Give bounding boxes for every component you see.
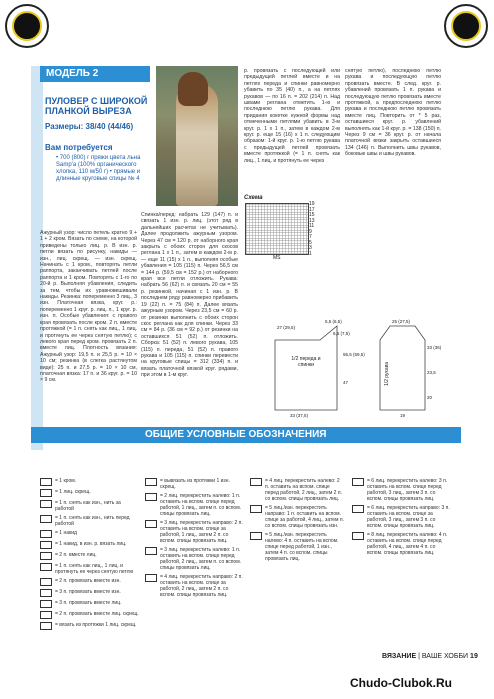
pattern-schematic [265,318,445,438]
row-number: 17 [309,206,315,213]
instructions-col-1: Ажурный узор: число петель кратно 9 + 1 + 2 кром. Вязать по схеме, на которой приведены только лиц. р. В изн. р. петли вязать по рисунку, накиды — изн., лиц. скрещ. — изн. скрещ. Начинать с 1 кром., повторять петли раппорта, заканчивать петлей после раппорта и 1 кром. Повторять с 1-го по 20-й р. Выполняя убавления, следить за тем, чтобы их уравновешивали накиды. Резинка: попеременно 3 лиц., 3 изн. Платочная вязка, круг. р.: попеременно 1 круг. р. лиц. п., 1 круг. р. изн. п. Особые убавления: с правого края провязать после кром. 2 п. вместе протяжкой (= 1 п. снять как лиц., 1 лиц. и протянуть ее через снятую петлю); с левого края перед кром. провязать 2 п. вместе лиц. Плотность вязания: Ажурный узор: 19,5 п. и 25,5 р. = 10 × 10 см; резинка (в слегка растянутом виде): 25 п. и 27,5 р. = 10 × 10 см, платочная вязка: 17 п. и 36 круг. р. = 10 × 9 см. [40,230,137,384]
stitch-symbol [40,530,52,538]
stitch-symbol [250,532,262,540]
legend-item: = 5 лиц./изн. перекрестить направо: 1 п. оставить на вспом. спице за работой, 4 лиц., затем п. со вспом. спицы провязать изн. [250,505,345,529]
stitch-symbol [40,563,52,571]
measure-sleeve-bottom: 19 [400,413,406,418]
chart-row-numbers [309,202,315,257]
instructions-col-4: снятую петлю), последнюю петлю рукава и последующую петлю провязать вместе. В след. круг. р. убавлений провязать 1 п. рукава и последующую петлю провязать вместе протяжкой, а предпоследнюю петлю рукава и последнюю петлю провязать вместе лиц. Повторить от * 5 раз, оставшиеся круг. р. убавлений выполнять как 1-й круг. р. = 138 (150) п. Через 9 см = 36 круг. р. от начала платочной вязки закрыть оставшиеся 134 (146) п. Выполнить швы рукавов, боковые швы и швы рукавов. [345,68,441,158]
measure-sleeve-mid: 23,5 [427,370,436,375]
stitch-symbol [352,532,364,540]
stitch-symbol [40,541,52,549]
row-number: 7 [309,234,312,240]
stitch-symbol [352,478,364,486]
hair-shape [178,72,208,106]
measure-width-top: 27 (29,5) [277,325,296,330]
legend-item: = 6 лиц. перекрестить направо: 3 п. оставить на вспом. спице за работой, 3 лиц., затем 3 п. со вспом. спицы провязать лиц. [352,505,452,529]
stitch-symbol [40,500,52,508]
stitch-symbol [145,574,157,582]
materials-list: • 700 (800) г пряжи цвета льна Samp'a (100% органического хлопка, 110 м/50 г) • прямые и длинные круговые спицы № 4 [56,155,141,182]
stitch-symbol [40,622,52,630]
legend-item: = 2 лиц. перекрестить налево: 1 п. оставить на вспом. спице перед работой, 1 лиц., затем п. со вспом. спицы провязать лиц. [145,493,245,517]
measure-neck: 5,5 (6,5) [325,319,342,324]
row-number: 3 [309,245,312,251]
legend-item: = 3 п. провязать вместе лиц. [40,600,140,608]
legend-item: = 1 п. снять как изн., нить перед работой [40,515,140,527]
row-number: 13 [309,217,315,224]
stitch-symbol [40,489,52,497]
schema-label: Схема [244,195,263,201]
stitch-symbol [40,600,52,608]
row-number: 9 [309,228,312,235]
stitch-symbol [40,589,52,597]
stitch-symbol [40,478,52,486]
legend-item: = вязать из протяжки 1 лиц. скрещ. [40,622,140,630]
watermark-logo [12,11,42,41]
stitch-symbol [250,478,262,486]
pattern-title: ПУЛОВЕР С ШИРОКОЙ ПЛАНКОЙ ВЫРЕЗА [45,96,148,116]
measure-sleeve-len: 33 (36) [427,345,442,350]
legend-item: = 6 лиц. перекрестить налево: 3 п. оставить на вспом. спице перед работой, 3 лиц., затем 3 п. со вспом. спицы провязать лиц. [352,478,452,502]
front-back-piece [275,326,337,410]
legend-item: = 1 п. снять как лиц., 1 лиц. и протянуть ее через снятую петлю [40,563,140,575]
legend-item: = 2 п. провязать вместе изн. [40,578,140,586]
legend-item: = 2 п. провязать вместе лиц. скрещ. [40,611,140,619]
stitch-symbol [145,520,157,528]
stitch-symbol [352,505,364,513]
measure-raglan: 6,5 (7,5) [333,331,350,336]
legend-column-3 [250,478,345,565]
instructions-col-2: Спинка/перед: набрать 129 (147) п. и связать 1 изн. р. лиц. (этот ряд в дальнейших расчетах не учитывать). Далее продолжить ажурным узором. Через 47 см = 120 р. от наборного края закрыть с обоих сторон для скосов реглана 1 х 1 п., затем в каждом 2-м р. — еще 11 (15) х 1 п., выполняя особые убавления = 105 (115) п. Через 56,5 см = 144 р. (59,5 см = 152 р.) от наборного края все петли отложить. Рукава: набрать 56 (62) п. и связать 20 см = 55 р. резинкой, начиная с 1 изн. р. В последнем ряду равномерно прибавить 19 (22) п. = 75 (84) п. Далее вязать ажурным узором. Через 23,5 см = 60 р. от резинки выполнить с обоих сторон скос реглана как для спинки. Через 33 см = 84 р. (36 см = 92 р.) от резинки на оставшихся 51 (52) п. отложить. Сборка: 51 (52) п. левого рукава, 105 (115) п. переда, 51 (52) п. правого рукава и 105 (115) п. спинки перевести на круговые спицы = 312 (334) п. и вязать платочной вязкой круг. рядами, при этом в 1-м круг. [141,212,238,379]
row-number: 1 [309,250,312,257]
legend-item: = 5 лиц./изн. перекрестить налево: 4 п. оставить на вспом. спице перед работой, 1 изн., затем 4 п. со вспом. спицы провязать лиц. [250,532,345,562]
measure-bottom: 33 (37,5) [290,413,309,418]
measure-sleeve-top: 25 (27,5) [392,319,411,324]
legend-item: = 4 лиц. перекрестить направо: 2 п. оставить на вспом. спице за работой, 2 лиц., затем 2 п. со вспом. спицы провязать лиц. [145,574,245,598]
legend-item: = 8 лиц. перекрестить налево: 4 п. оставить на вспом. спице перед работой, 4 лиц., затем 4 п. со вспом. спицы провязать лиц. [352,532,452,556]
legend-item: = 1 п. снять как изн., нить за работой [40,500,140,512]
sizes-line: Размеры: 38/40 (44/46) [45,122,134,131]
instructions-col-3: р. провязать с последующей или предыдущей петлей вместе и на петлях переда и спинки равномерно убавить по 35 (40) п., а на петлях рукавов — по 16 п. = 202 (214) п. Над швами реглана отметить 1-ю и последнюю петлю рукава. Для придания кокетке нужной формы над отмеченными петлями убавить в 3-м круг. р. 1 х 1 п., затем в каждом 2-м круг. р. еще 15 (16) х 1 п. следующим образом: 1-й круг. р. 1-ю петлю рукава с предыдущей петлей провязать вместе протяжкой (= 1 п. снять как лиц., 1 лиц. и протянуть ее через [244,68,340,164]
stitch-symbol [250,505,262,513]
measure-length: 56,5 (59,5) [343,352,365,357]
page-number: 19 [470,653,478,660]
stitch-symbol [145,493,157,501]
legend-item: = 4 лиц. перекрестить налево: 2 п. оставить на вспом. спице перед работой, 2 лиц., затем 2 п. со вспом. спицы провязать лиц. [250,478,345,502]
measure-cuff: 20 [427,395,433,400]
row-number: 5 [309,239,312,246]
front-piece-label: 1/2 переда и спинки [291,356,321,368]
materials-heading: Вам потребуется [45,143,113,152]
page-footer [382,653,478,660]
footer-separator: | [418,653,420,660]
site-watermark: Chudo-Clubok.Ru [350,676,452,690]
row-number: 19 [309,201,315,207]
stitch-symbol [145,547,157,555]
watermark-badge-left [5,4,49,48]
legend-title: ОБЩИЕ УСЛОВНЫЕ ОБОЗНАЧЕНИЯ [145,429,327,440]
footer-subtitle: ВАШЕ ХОББИ [421,653,469,660]
legend-header-bar [31,427,461,443]
model-heading: МОДЕЛЬ 2 [40,66,150,82]
legend-item: = 1 кром. [40,478,140,486]
row-number: 15 [309,212,315,218]
legend-item: = 3 п. провязать вместе изн. [40,589,140,597]
model-photo [156,66,238,206]
measure-body: 47 [343,380,349,385]
stitch-symbol [40,611,52,619]
chart-repeat-label: MS [273,255,281,261]
legend-item: = 3 лиц. перекрестить направо: 2 п. оставить на вспом. спице за работой, 1 лиц., затем 2 п. со вспом. спицы провязать лиц. [145,520,245,544]
legend-column-4 [352,478,452,559]
stitch-symbol [145,478,157,486]
legend-item: = 1 накид [40,530,140,538]
stitch-symbol [40,515,52,523]
sleeve-piece-label: 1/2 рукава [384,362,390,387]
stitch-symbol [40,552,52,560]
legend-column-1 [40,478,140,633]
knitting-chart [245,203,309,255]
legend-item: = 1 лиц. скрещ. [40,489,140,497]
legend-item: = вывязать из протяжки 1 изн. скрещ. [145,478,245,490]
legend-item: = 3 лиц. перекрестить налево: 1 п. оставить на вспом. спице перед работой, 2 лиц., затем п. со вспом. спицы провязать лиц. [145,547,245,571]
watermark-badge-right [444,4,488,48]
footer-section: ВЯЗАНИЕ [382,653,417,660]
legend-item: = 1 накид, в изн. р. вязать лиц. [40,541,140,549]
row-number: 11 [309,223,315,229]
watermark-logo [451,11,481,41]
legend-column-2 [145,478,245,601]
legend-item: = 2 п. вместе лиц. [40,552,140,560]
stitch-symbol [40,578,52,586]
